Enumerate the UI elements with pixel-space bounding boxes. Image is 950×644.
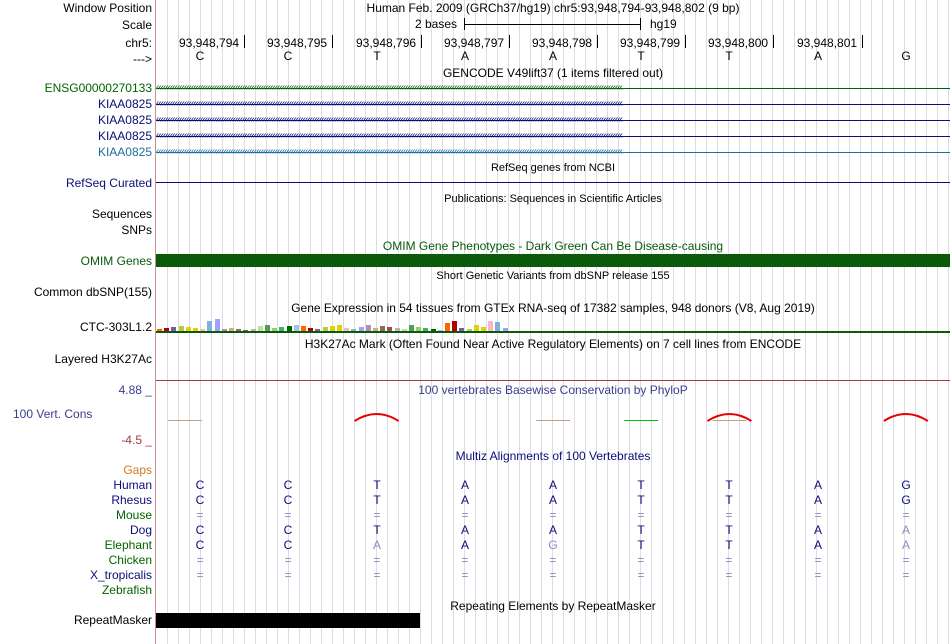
aligned-base: = <box>196 553 204 567</box>
h3k27ac-baseline <box>156 380 950 381</box>
aligned-base: A <box>460 493 469 507</box>
assembly-label: hg19 <box>650 17 677 31</box>
grid-line <box>607 0 608 644</box>
repeat-element[interactable] <box>156 613 420 628</box>
grid-line <box>673 0 674 644</box>
refseq-curated-label[interactable]: RefSeq Curated <box>65 176 152 190</box>
aligned-base: T <box>637 493 645 507</box>
species-label[interactable]: Chicken <box>108 553 152 567</box>
aligned-base: C <box>283 478 293 492</box>
aligned-base: A <box>813 478 822 492</box>
gencode-item-label[interactable]: KIAA0825 <box>97 113 152 127</box>
grid-line <box>794 0 795 644</box>
species-label[interactable]: Rhesus <box>111 493 152 507</box>
grid-line <box>618 0 619 644</box>
ruler-tick <box>685 35 686 48</box>
aligned-base: = <box>814 568 822 582</box>
ruler-base: A <box>548 49 557 63</box>
chrom-label: chr5: <box>125 36 152 50</box>
ruler-base: A <box>460 49 469 63</box>
aligned-base: A <box>813 493 822 507</box>
ruler-tick <box>773 35 774 48</box>
grid-line <box>563 0 564 644</box>
grid-line <box>860 0 861 644</box>
refseq-track-title: RefSeq genes from NCBI <box>490 162 616 174</box>
aligned-base: G <box>901 493 911 507</box>
aligned-base: = <box>637 568 645 582</box>
aligned-base: T <box>373 478 381 492</box>
aligned-base: T <box>373 493 381 507</box>
grid-line <box>761 0 762 644</box>
ruler-base: T <box>373 49 381 63</box>
aligned-base: A <box>901 523 910 537</box>
ruler-base: T <box>637 49 645 63</box>
gtex-track-title: Gene Expression in 54 tissues from GTEx RNA-seq of 17382 samples, 948 donors (V8, Aug 2019) <box>291 301 815 315</box>
grid-line <box>178 0 179 644</box>
phylop-baseline-mark <box>536 420 570 421</box>
grid-line <box>937 0 938 644</box>
window-position-label: Window Position <box>63 1 152 15</box>
aligned-base: T <box>725 523 733 537</box>
phylop-track-label[interactable]: 100 Vert. Cons <box>13 407 93 421</box>
grid-line <box>167 0 168 644</box>
grid-line <box>893 0 894 644</box>
common-dbsnp-label[interactable]: Common dbSNP(155) <box>33 285 152 299</box>
ruler-coordinate: 93,948,801 <box>797 36 858 50</box>
aligned-base: = <box>284 568 292 582</box>
aligned-base: T <box>373 523 381 537</box>
phylop-peak <box>707 414 751 421</box>
multiz-track-title: Multiz Alignments of 100 Vertebrates <box>455 449 651 463</box>
grid-line <box>948 0 949 644</box>
scale-bar-right-tick <box>640 18 641 30</box>
aligned-base: C <box>195 478 205 492</box>
gtex-tissue-bar[interactable] <box>445 323 450 331</box>
ruler-tick <box>509 35 510 48</box>
ruler-coordinate: 93,948,796 <box>356 36 417 50</box>
aligned-base: C <box>283 493 293 507</box>
gencode-transcript-axis <box>156 104 950 105</box>
aligned-base: C <box>195 523 205 537</box>
grid-line <box>398 0 399 644</box>
aligned-base: C <box>195 538 205 552</box>
grid-line <box>431 0 432 644</box>
aligned-base: = <box>284 508 292 522</box>
grid-line <box>266 0 267 644</box>
gencode-transcript-axis <box>156 88 950 89</box>
ruler-base: T <box>725 49 733 63</box>
gencode-item-label[interactable]: KIAA0825 <box>97 97 152 111</box>
species-label[interactable]: X_tropicalis <box>89 568 152 582</box>
ruler-coordinate: 93,948,794 <box>179 36 240 50</box>
aligned-base: = <box>902 508 910 522</box>
grid-line <box>838 0 839 644</box>
aligned-base: T <box>637 523 645 537</box>
scale-bar <box>464 24 641 25</box>
snps-label[interactable]: SNPs <box>121 223 152 237</box>
grid-line <box>222 0 223 644</box>
aligned-base: T <box>725 493 733 507</box>
aligned-base: = <box>902 553 910 567</box>
scale-label: Scale <box>121 18 152 32</box>
strand-label: ---> <box>133 52 152 66</box>
grid-line <box>629 0 630 644</box>
aligned-base: A <box>460 478 469 492</box>
phylop-peak <box>355 414 399 421</box>
ruler-tick <box>597 35 598 48</box>
grid-line <box>387 0 388 644</box>
grid-line <box>365 0 366 644</box>
aligned-base: = <box>461 568 469 582</box>
repeatmasker-label[interactable]: RepeatMasker <box>73 613 152 627</box>
species-label[interactable]: Mouse <box>115 508 152 522</box>
grid-line <box>530 0 531 644</box>
grid-line <box>354 0 355 644</box>
grid-line <box>783 0 784 644</box>
grid-line <box>695 0 696 644</box>
ruler-tick <box>862 35 863 48</box>
phylop-graph[interactable] <box>156 400 950 440</box>
gencode-track-title: GENCODE V49lift37 (1 items filtered out) <box>442 66 664 80</box>
grid-line <box>849 0 850 644</box>
ruler-coordinate: 93,948,798 <box>532 36 593 50</box>
omim-gene-bar[interactable] <box>156 254 950 267</box>
grid-line <box>332 0 333 644</box>
aligned-base: = <box>461 553 469 567</box>
species-label[interactable]: Human <box>113 478 152 492</box>
sequences-label[interactable]: Sequences <box>91 207 152 221</box>
grid-line <box>310 0 311 644</box>
grid-line <box>805 0 806 644</box>
gtex-tissue-bar[interactable] <box>495 322 500 331</box>
aligned-base: T <box>637 478 645 492</box>
gencode-transcript-axis <box>156 152 950 153</box>
aligned-base: T <box>725 478 733 492</box>
aligned-base: = <box>725 568 733 582</box>
aligned-base: = <box>902 568 910 582</box>
aligned-base: A <box>372 538 381 552</box>
aligned-base: A <box>813 523 822 537</box>
grid-line <box>717 0 718 644</box>
aligned-base: = <box>461 508 469 522</box>
ruler-base: A <box>813 49 822 63</box>
aligned-base: = <box>549 508 557 522</box>
h3k27ac-track-title: H3K27Ac Mark (Often Found Near Active Regulatory Elements) on 7 cell lines from ENCODE <box>304 337 802 351</box>
aligned-base: A <box>548 478 557 492</box>
grid-line <box>519 0 520 644</box>
aligned-base: = <box>637 508 645 522</box>
gtex-tissue-bar[interactable] <box>452 321 457 331</box>
grid-line <box>244 0 245 644</box>
scale-bar-text: 2 bases <box>415 17 458 31</box>
grid-line <box>541 0 542 644</box>
aligned-base: = <box>196 568 204 582</box>
phylop-min-label: -4.5 _ <box>121 433 152 447</box>
aligned-base: = <box>725 508 733 522</box>
grid-line <box>343 0 344 644</box>
gencode-item-label[interactable]: ENSG00000270133 <box>44 81 152 95</box>
gencode-item-label[interactable]: KIAA0825 <box>97 129 152 143</box>
ruler-coordinate: 93,948,795 <box>267 36 328 50</box>
grid-line <box>420 0 421 644</box>
ruler-base: C <box>195 49 205 63</box>
ruler-coordinate: 93,948,799 <box>620 36 681 50</box>
gencode-transcript-axis <box>156 136 950 137</box>
grid-line <box>772 0 773 644</box>
grid-line <box>684 0 685 644</box>
aligned-base: = <box>725 553 733 567</box>
dbsnp-track-title: Short Genetic Variants from dbSNP release 155 <box>436 270 670 282</box>
grid-line <box>926 0 927 644</box>
phylop-max-label: 4.88 _ <box>118 383 152 397</box>
refseq-curated-line[interactable] <box>156 182 950 183</box>
aligned-base: = <box>373 508 381 522</box>
label-separator <box>155 0 156 644</box>
aligned-base: T <box>725 538 733 552</box>
aligned-base: C <box>195 493 205 507</box>
publications-track-title: Publications: Sequences in Scientific Articles <box>444 193 662 205</box>
aligned-base: = <box>284 553 292 567</box>
gtex-tissue-bar[interactable] <box>215 319 220 331</box>
grid-line <box>574 0 575 644</box>
grid-line <box>651 0 652 644</box>
grid-line <box>750 0 751 644</box>
aligned-base: A <box>901 538 910 552</box>
grid-line <box>233 0 234 644</box>
aligned-base: C <box>283 523 293 537</box>
aligned-base: G <box>548 538 558 552</box>
grid-line <box>596 0 597 644</box>
aligned-base: A <box>813 538 822 552</box>
grid-line <box>706 0 707 644</box>
aligned-base: C <box>283 538 293 552</box>
aligned-base: A <box>460 538 469 552</box>
grid-line <box>662 0 663 644</box>
aligned-base: T <box>637 538 645 552</box>
window-position-text: Human Feb. 2009 (GRCh37/hg19) chr5:93,948,794-93,948,802 (9 bp) <box>366 1 740 15</box>
phylop-baseline-mark <box>712 420 746 421</box>
phylop-baseline-mark <box>168 420 202 421</box>
repeatmasker-track-title: Repeating Elements by RepeatMasker <box>450 599 656 613</box>
aligned-base: = <box>196 508 204 522</box>
gtex-gene-label[interactable]: CTC-303L1.2 <box>79 320 152 334</box>
ruler-base: C <box>283 49 293 63</box>
ruler-tick <box>421 35 422 48</box>
phylop-peak <box>884 414 928 421</box>
ruler-base: G <box>901 49 911 63</box>
aligned-base: = <box>549 553 557 567</box>
aligned-base: A <box>548 493 557 507</box>
ruler-tick <box>332 35 333 48</box>
species-label[interactable]: Dog <box>129 523 152 537</box>
aligned-base: = <box>549 568 557 582</box>
aligned-base: = <box>814 553 822 567</box>
grid-line <box>255 0 256 644</box>
species-label[interactable]: Zebrafish <box>101 583 152 597</box>
grid-line <box>882 0 883 644</box>
grid-line <box>486 0 487 644</box>
gencode-transcript-axis <box>156 120 950 121</box>
gtex-tissue-bar[interactable] <box>207 321 212 331</box>
gtex-tissue-bar[interactable] <box>488 321 493 331</box>
aligned-base: = <box>814 508 822 522</box>
species-label[interactable]: Elephant <box>104 538 152 552</box>
phylop-baseline-mark <box>624 420 658 421</box>
grid-line <box>321 0 322 644</box>
ruler-coordinate: 93,948,797 <box>444 36 505 50</box>
grid-line <box>299 0 300 644</box>
ruler-coordinate: 93,948,800 <box>708 36 769 50</box>
gencode-item-label[interactable]: KIAA0825 <box>97 145 152 159</box>
phylop-track-title: 100 vertebrates Basewise Conservation by PhyloP <box>418 383 688 397</box>
grid-line <box>409 0 410 644</box>
aligned-base: = <box>637 553 645 567</box>
aligned-base: A <box>460 523 469 537</box>
ruler-tick <box>244 35 245 48</box>
grid-line <box>739 0 740 644</box>
aligned-base: A <box>548 523 557 537</box>
gaps-label[interactable]: Gaps <box>123 463 152 477</box>
grid-line <box>442 0 443 644</box>
gtex-baseline <box>156 331 950 333</box>
grid-line <box>508 0 509 644</box>
grid-line <box>871 0 872 644</box>
aligned-base: = <box>373 568 381 582</box>
aligned-base: G <box>901 478 911 492</box>
aligned-base: = <box>373 553 381 567</box>
grid-line <box>585 0 586 644</box>
grid-line <box>475 0 476 644</box>
omim-genes-label[interactable]: OMIM Genes <box>80 254 152 268</box>
omim-track-title: OMIM Gene Phenotypes - Dark Green Can Be Disease-causing <box>382 239 724 253</box>
layered-h3k27ac-label[interactable]: Layered H3K27Ac <box>54 352 152 366</box>
